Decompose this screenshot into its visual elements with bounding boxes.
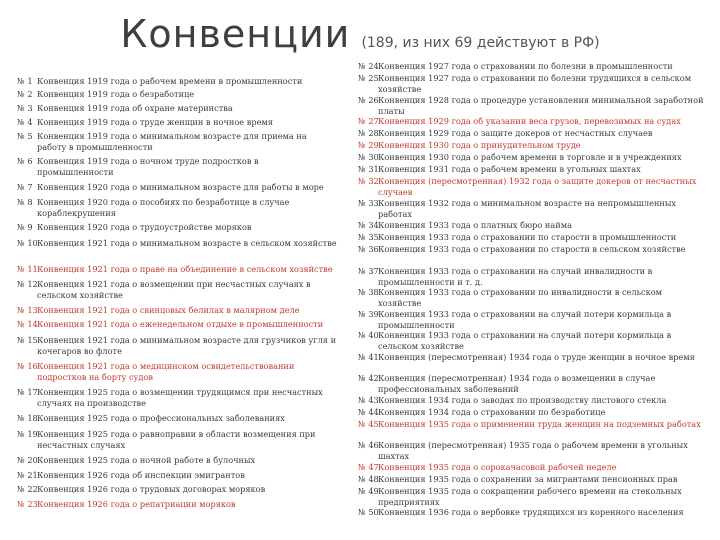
convention-text: Конвенция 1935 года о сохранении за мигрантами пенсионных прав	[378, 474, 678, 484]
convention-text: Конвенция 1921 года о возмещении при несчастных случаях в сельском хозяйстве	[37, 279, 311, 300]
convention-text: Конвенция 1921 года о минимальном возрасте в сельском хозяйстве	[37, 238, 337, 248]
convention-number: № 43	[358, 395, 379, 405]
convention-number: № 11	[17, 264, 38, 274]
convention-number: № 45	[358, 419, 379, 429]
convention-number: № 29	[358, 140, 379, 150]
convention-text: Конвенция 1933 года о платных бюро найма	[378, 220, 572, 230]
convention-text: Конвенция 1925 года о равноправии в области возмещения при несчастных случаях	[37, 429, 316, 450]
convention-number: № 27	[358, 116, 379, 126]
convention-text: Конвенция 1921 года о праве на объединение в сельском хозяйстве	[37, 264, 333, 274]
convention-item	[17, 238, 337, 249]
convention-text: Конвенция 1919 года об охране материнства	[37, 103, 233, 113]
convention-item	[17, 264, 337, 275]
convention-text: Конвенция 1935 года о применении труда женщин на подземных работах	[378, 419, 701, 429]
convention-item	[17, 197, 337, 218]
convention-number: № 17	[17, 387, 38, 397]
convention-item	[17, 429, 337, 450]
convention-number: № 39	[358, 309, 379, 319]
convention-item	[358, 140, 704, 151]
convention-text: Конвенция 1933 года о страховании на случай потери кормильца в промышленности	[378, 309, 672, 330]
convention-number: № 28	[358, 128, 379, 138]
convention-item	[17, 182, 337, 193]
convention-number: № 50	[358, 507, 379, 517]
convention-text: Конвенция 1932 года о минимальном возрасте на непромышленных работах	[378, 198, 676, 219]
convention-number: № 41	[358, 352, 379, 362]
convention-number: № 33	[358, 198, 379, 208]
convention-number: № 9	[17, 222, 33, 232]
page-title: Конвенции	[120, 12, 351, 56]
convention-text: Конвенция 1919 года о безработице	[37, 89, 195, 99]
convention-text: Конвенция 1925 года о ночной работе в булочных	[37, 455, 256, 465]
convention-item	[358, 128, 704, 139]
convention-text: Конвенция 1933 года о страховании по инвалидности в сельском хозяйстве	[378, 287, 663, 308]
convention-text: Конвенция 1925 года о профессиональных заболеваниях	[37, 413, 285, 423]
convention-text: Конвенция (пересмотренная) 1934 года о труде женщин в ночное время	[378, 352, 695, 362]
convention-item	[358, 507, 704, 518]
convention-number: № 34	[358, 220, 379, 230]
convention-text: Конвенция 1921 года о еженедельном отдыхе в промышленности	[37, 319, 324, 329]
convention-item	[358, 330, 704, 351]
convention-number: № 25	[358, 73, 379, 83]
convention-item	[17, 305, 337, 316]
convention-number: № 46	[358, 440, 379, 450]
convention-number: № 21	[17, 470, 38, 480]
convention-number: № 32	[358, 176, 379, 186]
convention-text: Конвенция 1928 года о процедуре установления минимальной заработной платы	[378, 95, 704, 116]
convention-number: № 35	[358, 232, 379, 242]
convention-text: Конвенция 1930 года о принудительном труде	[378, 140, 581, 150]
convention-number: № 24	[358, 61, 379, 71]
convention-item	[17, 156, 337, 177]
convention-text: Конвенция 1934 года о страховании по безработице	[378, 407, 606, 417]
convention-number: № 6	[17, 156, 33, 166]
convention-text: Конвенция 1921 года о медицинском освидетельствовании подростков на борту судов	[37, 361, 295, 382]
convention-item	[17, 413, 337, 424]
convention-text: Конвенция 1919 года о рабочем времени в промышленности	[37, 76, 303, 86]
convention-number: № 5	[17, 131, 33, 141]
convention-text: Конвенция 1933 года о страховании по старости в сельском хозяйстве	[378, 244, 686, 254]
convention-item	[358, 352, 704, 363]
convention-number: № 26	[358, 95, 379, 105]
convention-text: Конвенция 1919 года о ночном труде подростков в промышленности	[37, 156, 259, 177]
convention-item	[358, 373, 704, 394]
convention-item	[17, 470, 337, 481]
convention-item	[358, 95, 704, 116]
convention-number: № 38	[358, 287, 379, 297]
convention-item	[358, 462, 704, 473]
convention-text: Конвенция 1933 года о страховании по старости в промышленности	[378, 232, 677, 242]
convention-number: № 42	[358, 373, 379, 383]
convention-item	[358, 440, 704, 461]
convention-number: № 13	[17, 305, 38, 315]
convention-item	[17, 117, 337, 128]
convention-item	[358, 61, 704, 72]
convention-number: № 30	[358, 152, 379, 162]
convention-number: № 20	[17, 455, 38, 465]
convention-text: Конвенция (пересмотренная) 1932 года о защите докеров от несчастных случаев	[378, 176, 697, 197]
convention-text: Конвенция 1931 года о рабочем времени в угольных шахтах	[378, 164, 641, 174]
convention-item	[17, 455, 337, 466]
convention-text: Конвенция 1919 года о минимальном возрасте для приема на работу в промышленности	[37, 131, 307, 152]
convention-number: № 37	[358, 266, 379, 276]
convention-number: № 31	[358, 164, 379, 174]
convention-item	[358, 486, 704, 507]
convention-text: Конвенция 1920 года о минимальном возрасте для работы в море	[37, 182, 324, 192]
convention-text: Конвенция 1920 года о пособиях по безработице в случае кораблекрушения	[37, 197, 290, 218]
convention-item	[358, 198, 704, 219]
convention-text: Конвенция 1929 года о защите докеров от несчастных случаев	[378, 128, 653, 138]
convention-item	[17, 222, 337, 233]
convention-text: Конвенция 1926 года об инспекции эмигрантов	[37, 470, 245, 480]
convention-number: № 10	[17, 238, 38, 248]
convention-number: № 1	[17, 76, 33, 86]
convention-number: № 16	[17, 361, 38, 371]
convention-item	[17, 319, 337, 330]
convention-text: Конвенция 1934 года о заводах по производству листового стекла	[378, 395, 667, 405]
convention-text: Конвенция 1929 года об указании веса грузов, перевозимых на судах	[378, 116, 681, 126]
convention-item	[17, 484, 337, 495]
convention-item	[17, 335, 337, 356]
convention-text: Конвенция 1930 года о рабочем времени в торговле и в учреждениях	[378, 152, 682, 162]
convention-text: Конвенция 1927 года о страховании по болезни трудящихся в сельском хозяйстве	[378, 73, 692, 94]
convention-text: Конвенция 1926 года о трудовых договорах моряков	[37, 484, 266, 494]
convention-number: № 15	[17, 335, 38, 345]
convention-number: № 47	[358, 462, 379, 472]
convention-item	[358, 220, 704, 231]
convention-item	[358, 164, 704, 175]
page-title-block	[0, 12, 720, 56]
convention-item	[17, 387, 337, 408]
convention-item	[358, 152, 704, 163]
convention-item	[17, 76, 337, 87]
convention-number: № 48	[358, 474, 379, 484]
convention-text: Конвенция 1926 года о репатриации моряков	[37, 499, 236, 509]
convention-text: Конвенция 1936 года о вербовке трудящихся из коренного населения	[378, 507, 684, 517]
convention-item	[17, 499, 337, 510]
convention-text: Конвенция 1933 года о страховании на случай инвалидности в промышленности и т. д.	[378, 266, 653, 287]
convention-text: Конвенция 1921 года о свинцовых белилах в малярном деле	[37, 305, 300, 315]
convention-item	[358, 73, 704, 94]
convention-text: Конвенция 1933 года о страховании на случай потери кормильца в сельском хозяйстве	[378, 330, 672, 351]
convention-text: Конвенция (пересмотренная) 1934 года о возмещении в случае профессиональных заболеваний	[378, 373, 656, 394]
convention-item	[358, 266, 704, 287]
convention-text: Конвенция (пересмотренная) 1935 года о рабочем времени в угольных шахтах	[378, 440, 688, 461]
convention-number: № 49	[358, 486, 379, 496]
page-subtitle: (189, из них 69 действуют в РФ)	[361, 35, 600, 51]
convention-item	[17, 279, 337, 300]
convention-item	[358, 232, 704, 243]
convention-item	[358, 244, 704, 255]
convention-number: № 8	[17, 197, 33, 207]
convention-text: Конвенция 1935 года о сокращении рабочего времени на стекольных предприятиях	[378, 486, 682, 507]
convention-text: Конвенция 1925 года о возмещении трудящимся при несчастных случаях на производстве	[37, 387, 323, 408]
convention-text: Конвенция 1935 года о сорокачасовой рабочей неделе	[378, 462, 617, 472]
convention-item	[358, 395, 704, 406]
convention-number: № 36	[358, 244, 379, 254]
convention-number: № 40	[358, 330, 379, 340]
convention-text: Конвенция 1920 года о трудоустройстве моряков	[37, 222, 252, 232]
convention-number: № 19	[17, 429, 38, 439]
convention-number: № 14	[17, 319, 38, 329]
convention-text: Конвенция 1927 года о страховании по болезни в промышленности	[378, 61, 673, 71]
convention-number: № 2	[17, 89, 33, 99]
convention-item	[358, 309, 704, 330]
convention-item	[358, 287, 704, 308]
convention-item	[358, 474, 704, 485]
convention-item	[358, 116, 704, 127]
convention-number: № 44	[358, 407, 379, 417]
convention-number: № 4	[17, 117, 33, 127]
convention-number: № 3	[17, 103, 33, 113]
convention-item	[17, 89, 337, 100]
convention-number: № 23	[17, 499, 38, 509]
convention-number: № 7	[17, 182, 33, 192]
convention-text: Конвенция 1919 года о труде женщин в ночное время	[37, 117, 273, 127]
convention-text: Конвенция 1921 года о минимальном возрасте для грузчиков угля и кочегаров во флоте	[37, 335, 337, 356]
convention-item	[358, 176, 704, 197]
convention-number: № 18	[17, 413, 38, 423]
convention-number: № 22	[17, 484, 38, 494]
convention-number: № 12	[17, 279, 38, 289]
convention-item	[358, 419, 704, 430]
convention-item	[17, 131, 337, 152]
convention-item	[17, 361, 337, 382]
convention-item	[17, 103, 337, 114]
convention-item	[358, 407, 704, 418]
